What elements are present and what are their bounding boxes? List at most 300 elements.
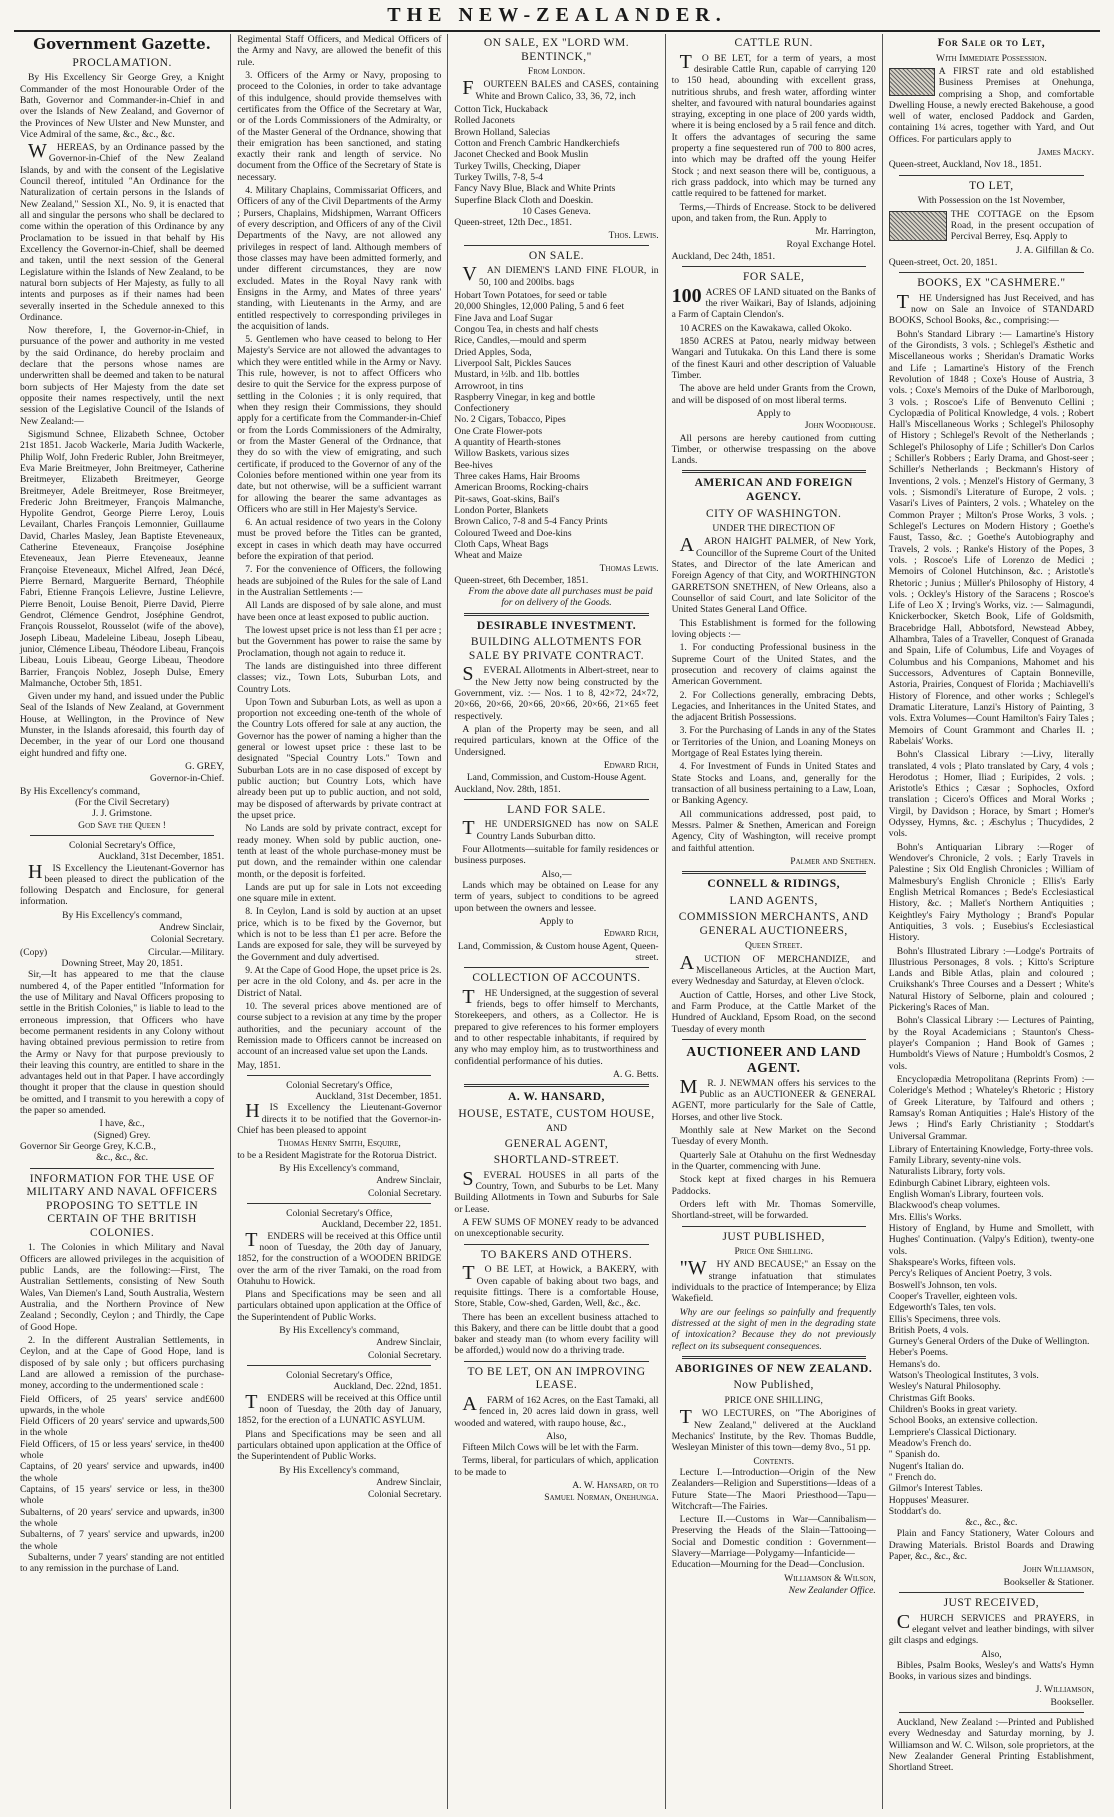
for-sale-body-2: 10 ACRES on the Kawakawa, called Okoko. — [679, 322, 852, 334]
divider — [247, 1203, 431, 1204]
list-item: Hoppuses' Measurer. — [888, 1494, 969, 1506]
to-let-title: TO LET, — [969, 179, 1014, 192]
list-item: Hemans's do. — [888, 1358, 941, 1370]
scale-label: Subalterns, of 7 years' service and upwards, in the whole — [20, 1529, 210, 1552]
investment-body: SEVERAL Allotments in Albert-street, near to the New Jetty now being constructed by the Government, viz. :— Nos. 1 to 8, 42×72, 24×72, 20×66, 20×66, 20×66, 20×66, 20×66, 21×65 feet respectively. — [454, 663, 659, 722]
land-sale-signature-title: Land, Commission, & Custom house Agent, Queen-street. — [457, 940, 659, 963]
investment-signature: Edward Rich, — [603, 759, 659, 771]
to-let-sub: With Possession on the 1st November, — [917, 195, 1066, 207]
connell-line-2: COMMISSION MERCHANTS, AND GENERAL AUCTIONEERS, — [678, 911, 869, 937]
office-date: Auckland, December 22, 1851. — [321, 1219, 442, 1231]
column-3 — [448, 34, 665, 1809]
land-sale-body-2: Four Allotments—suitable for family residences or business purposes. — [454, 844, 659, 867]
on-sale-date: Queen-street, 6th December, 1851. — [454, 574, 589, 586]
info-para-8: 8. In Ceylon, Land is sold by auction at an upset price, which is to be fixed by the Governor, but which is not to be less than £1 per acre. Before the Lands are exposed for sale, they will be surveyed by the Government and duly advertised. — [237, 906, 442, 963]
signature-sinclair: Andrew Sinclair, — [376, 1175, 442, 1187]
investment-body-2: A plan of the Property may be seen, and all required particulars, known at the Office of the Undersigned. — [454, 724, 659, 758]
land-sale-body-3: Lands which may be obtained on Lease for any term of years, subject to conditions to be agreed upon between the owners and lessee. — [454, 880, 659, 914]
land-sale-apply: Apply to — [539, 915, 574, 927]
scale-amount: 300 — [209, 1484, 225, 1495]
office-date: Auckland, 31st December, 1851. — [315, 1091, 442, 1103]
list-item: " Spanish do. — [888, 1449, 940, 1461]
tenders-bridge: TENDERS will be received at this Office until noon of Tuesday, the 20th day of January, 1852, for the construction of a WOODEN BRIDGE over the arm of the river Tamaki, on the road from Otahuhu to Howick. — [237, 1228, 442, 1287]
divider — [682, 470, 866, 473]
cattle-run-date: Auckland, Dec 24th, 1851. — [671, 250, 775, 262]
divider — [899, 1592, 1084, 1593]
scale-row — [20, 1529, 224, 1552]
agency-under: UNDER THE DIRECTION OF — [712, 523, 836, 535]
signature-grey: G. GREY, — [185, 761, 225, 772]
list-item: Cotton Tick, Huckaback — [454, 104, 548, 116]
lease-body-2: Fifteen Milch Cows will be let with the Farm. — [462, 1442, 639, 1454]
books-signature: John Williamson, — [1022, 1564, 1094, 1576]
command-line: (For the Civil Secretary) — [75, 796, 170, 808]
list-item: Liverpool Salt, Pickles Sauces — [454, 357, 572, 369]
aborigines-signature: Williamson & Wilson, — [784, 1572, 876, 1584]
ship-sale-date: Queen-street, 12th Dec., 1851. — [454, 217, 572, 229]
divider — [899, 175, 1084, 176]
list-item: Pit-saws, Goat-skins, Bail's — [454, 493, 560, 505]
proclamation-now-therefore: Now therefore, I, the Governor-in-Chief, in pursuance of the power and authority in me vested by the said Ordinance, do hereby proclaim and declare that the persons whose names are underwritten shall be deemed and taken to be natural born subjects of Her Majesty from the date set opposite their names respectively, until the next session of the Legislative Council of the Islands of New Zealand:— — [20, 325, 225, 427]
info-para-10: 10. The several prices above mentioned are of course subject to a revision at any time by the proper authorities, and the pecuniary account of the Remission made to Officers cannot be increased on account of an increased value set upon the Lands. — [237, 1000, 442, 1058]
tenders-asylum-plans: Plans and Specifications may be seen and all particulars obtained upon application at the Office of the Superintendent of Public Works. — [237, 1428, 442, 1463]
received-body: CHURCH SERVICES and PRAYERS, in elegant velvet and leather bindings, with silver gilt clasps and edgings. — [888, 1610, 1094, 1647]
scale-row — [20, 1416, 224, 1439]
info-para-2: 2. In the different Australian Settlements, in Ceylon, and at the Cape of Good Hope, land is disposed of by sale only ; but officers purchasing Land are allowed a remission of the purchase-money, according to the undermentioned scale : — [20, 1334, 225, 1392]
list-item: History of England, by Hume and Smollett, with Hughes' Continuation. (Valpy's Edition), twenty-one vols. — [888, 1223, 1094, 1257]
list-item: Family Library, seventy-nine vols. — [888, 1155, 1022, 1167]
column-5 — [883, 34, 1100, 1809]
for-sale-apply: Apply to — [756, 407, 791, 419]
connell-line-1: LAND AGENTS, — [729, 894, 818, 907]
on-sale-note: From the above date all purchases must be paid for on delivery of the Goods. — [468, 586, 653, 609]
list-item: Congou Tea, in chests and half chests — [454, 323, 599, 335]
books-classical-2: Bohn's Classical Library :— Lectures of Painting, by the Royal Academicians ; Staunton's Chess-player's Companion ; Hand Book of Games ; Humboldt's Views of Nature ; Humboldt's Cosmos, 2 vols. — [888, 1015, 1094, 1072]
aborigines-signature-2: New Zealander Office. — [788, 1585, 876, 1597]
office-heading: Colonial Secretary's Office, — [286, 1370, 393, 1381]
published-body: "WHY AND BECAUSE;" an Essay on the strange infatuation that stimulates individuals to the practice of Intemperance; by Eliza Wakefield. — [671, 1257, 876, 1305]
info-title: INFORMATION FOR THE USE OF MILITARY AND NAVAL OFFICERS PROPOSING TO SETTLE IN CERTAIN OF THE BRITISH COLONIES. — [26, 1172, 218, 1239]
scale-label: Field Officers, of 15 or less years' service, in the whole — [20, 1438, 210, 1462]
list-item: Library of Entertaining Knowledge, Forty-three vols. — [888, 1143, 1094, 1155]
to-let-date: Queen-street, Oct. 20, 1851. — [888, 256, 998, 268]
hansard-body-2: A FEW SUMS OF MONEY ready to be advanced on unexceptionable security. — [454, 1217, 659, 1240]
list-item: Shakspeare's Works, fifteen vols. — [888, 1256, 1016, 1268]
books-signature-2: Bookseller & Stationer. — [1003, 1576, 1094, 1588]
list-item: Percy's Reliques of Ancient Poetry, 3 vols. — [888, 1268, 1052, 1280]
agency-city: CITY OF WASHINGTON. — [705, 507, 842, 520]
list-item: Dried Apples, Soda, — [454, 346, 532, 358]
info-para-7a: All Lands are disposed of by sale alone, and must have been once at least exposed to public auction. — [237, 600, 442, 623]
divider — [682, 871, 866, 874]
info-para-7: 7. For the convenience of Officers, the following heads are subjoined of the Rules for the sale of Land in the Australian Settlements :— — [237, 564, 442, 598]
scale-row — [20, 1461, 224, 1484]
scale-amount: £600 — [205, 1393, 225, 1405]
list-item: Boswell's Johnson, ten vols. — [888, 1279, 997, 1291]
gazette-heading: Government Gazette. — [33, 35, 211, 53]
list-item: Children's Books in great variety. — [888, 1404, 1017, 1415]
divider — [464, 799, 648, 800]
received-title: JUST RECEIVED, — [943, 1597, 1040, 1609]
lease-also: Also, — [546, 1430, 567, 1442]
for-sale-body-4: The above are held under Grants from the Crown, and will be disposed of on most liberal terms. — [671, 383, 876, 406]
scale-label: Captains, of 20 years' service and upwards, in the whole — [20, 1461, 210, 1484]
signature-sinclair: Andrew Sinclair, — [376, 1337, 442, 1349]
list-item: Bee-hives — [454, 459, 493, 471]
investment-title: DESIRABLE INVESTMENT. — [476, 619, 637, 632]
circular-date: Downing Street, May 20, 1851. — [61, 958, 183, 969]
list-item: Cooper's Traveller, eighteen vols. — [888, 1290, 1018, 1302]
agency-item-4: 4. For Investment of Funds in United States and State Stocks and Loans, and, generally for the transaction of all business pertaining to a Law, Loan, or Banking Agency. — [671, 761, 876, 807]
divider — [899, 272, 1084, 273]
list-item: Brown Holland, Salecias — [454, 126, 551, 138]
circular-closing: I have, &c., — [99, 1118, 145, 1130]
list-item: Coloured Tweed and Doe-kins — [454, 527, 572, 539]
proclamation-names: Sigismund Schnee, Elizabeth Schnee, October 21st 1851. Jacob Wackerle, Maria Judith Wackerle, Philip Wolf, John Frederic Rubler, John Breitmeyer, Eva Marie Breitmeyer, John Breitmeyer, Catherine Breitmeyer, Elizabeth Breitmeyer, George Breitmeyer, Adele Breitmeyer, Rose Breitmeyer, Frederic John Breitmeyer, François Malmanche, Hypolite Gendrot, George Pierre Leroy, Louis Levailant, Charles François Lemonnier, Guillaume David, Charles Masley, Jean Baptiste Eteveneaux, Catherine Eteveneaux, Françoise Joséphine Eteveneaux, Jean Pierre Eteveneaux, Jeanne Françoise Eteveneaux, Michel Alfred, Jean Décé, Pierre Bernard, Marguerite Bernard, Théophile Fabri, Etienne François Lelievre, Justine Lelievre, Pierre Benoit, Louise Benoit, Pierre David, Pierre Gendrot, Clémence Gendrot, Joséphine Gendrot, François Rousselot, Rousselot (wife of the above), Joseph Libeau, Madeleine Libeau, Joseph Libeau, junior, Clémence Libeau, Théodore Libeau, François Libeau, Louis Libeau, George Libeau, Theodore Barrier, François Noblez, Joseph Dulse, Emery Malmanche, October 5th, 1851. — [20, 428, 225, 689]
divider — [464, 1244, 648, 1245]
investment-heading: BUILDING ALLOTMENTS FOR SALE BY PRIVATE CONTRACT. — [468, 636, 645, 662]
agency-signature: Palmer and Snethen. — [790, 855, 876, 867]
books-etc: &c., &c., &c. — [965, 1517, 1018, 1529]
ship-sale-title: ON SALE, EX "LORD WM. BENTINCK," — [483, 37, 630, 63]
for-sale-let-sub: With Immediate Possession. — [936, 52, 1047, 64]
for-sale-body-3: 1850 ACRES at Patou, nearly midway between Wangari and Tutukaka. On this Land there is some of the finest Kauri and other description of Valuable Timber. — [671, 336, 876, 381]
signature-title: Colonial Secretary. — [367, 1489, 442, 1501]
proclamation-intro: By His Excellency Sir George Grey, a Knight Commander of the most Honourable Order of the Bath, Governor and Commander-in-Chief in and over the Islands of New Zealand, and Governor of the Provinces of New Ulster and New Munster, and Vice Admiral of the same, &c., &c., &c. — [20, 72, 225, 140]
auctioneer-body-3: Quarterly Sale at Otahuhu on the first Wednesday in the Quarter, commencing with June. — [671, 1149, 876, 1172]
investment-signature-title: Land, Commission, and Custom-House Agent. — [466, 772, 647, 784]
auctioneer-body-5: Orders left with Mr. Thomas Somerville, Shortland-street, will be forwarded. — [671, 1198, 876, 1222]
received-signature-2: Bookseller. — [1050, 1696, 1094, 1708]
appointee-name: Thomas Henry Smith, Esquire, — [277, 1138, 401, 1150]
info-para-7e: No Lands are sold by private contract, except for ready money. When sold by public auction, one-tenth at least of the whole purchase-money must be put down, and the remainder within one calendar month, or the deposit is forfeited. — [237, 823, 442, 880]
list-item: Willow Baskets, various sizes — [454, 448, 570, 460]
list-item: Jaconet Checked and Book Muslin — [454, 149, 589, 161]
lease-signature-2: Samuel Norman, Onehunga. — [544, 1492, 659, 1504]
office-heading: Colonial Secretary's Office, — [286, 1079, 393, 1091]
for-sale-body — [671, 284, 876, 321]
divider — [30, 835, 214, 836]
list-item: Hobart Town Potatoes, for seed or table — [454, 290, 607, 301]
list-item: Raspberry Vinegar, in keg and bottle — [454, 391, 595, 403]
column-1 — [14, 34, 231, 1809]
list-item: Confectionery — [454, 403, 510, 415]
investment-date: Auckland, Nov. 28th, 1851. — [454, 783, 561, 795]
list-item: Lempriere's Classical Dictionary. — [888, 1426, 1017, 1438]
office-heading: Colonial Secretary's Office, — [286, 1207, 393, 1219]
aborigines-lecture-2: Lecture II.—Customs in War—Cannibalism—Preserving the Heads of the Slain—Tattooing—Social and Domestic condition : Government—Slavery—Marriage—Polygamy—Infanticide—Education—Mourning for the Dead—Conclusion. — [671, 1514, 876, 1571]
published-quote: Why are our feelings so painfully and frequently distressed at the sight of men in the degrading state of intoxication? Because they do not previously reflect on its subsequent consequences. — [671, 1306, 876, 1352]
list-item: School Books, an extensive collection. — [888, 1415, 1038, 1427]
list-item: Edinburgh Cabinet Library, eighteen vols. — [888, 1177, 1050, 1189]
on-sale-title: ON SALE. — [528, 249, 585, 262]
divider — [464, 245, 648, 246]
info-date: May, 1851. — [237, 1059, 281, 1071]
signature-sinclair: Andrew Sinclair, — [159, 922, 225, 934]
for-sale-let-date: Queen-street, Auckland, Nov 18., 1851. — [888, 159, 1042, 171]
list-item: Three cakes Hams, Hair Brooms — [454, 471, 580, 482]
scale-row — [20, 1394, 224, 1417]
signature-sinclair: Andrew Sinclair, — [376, 1476, 442, 1488]
list-item: Cotton and French Cambric Handkerchiefs — [454, 138, 620, 149]
divider — [247, 1075, 431, 1076]
aborigines-body: TWO LECTURES, on "The Aborigines of New Zealand," delivered at the Auckland Mechanics' Institute, by the Rev. Thomas Buddle, Wesleyan Minister of this town—demy 8vo., 51 pp. — [671, 1406, 876, 1454]
office-date: Auckland, Dec. 22nd, 1851. — [333, 1381, 442, 1393]
cattle-run-title: CATTLE RUN. — [734, 37, 813, 49]
collection-title: COLLECTION OF ACCOUNTS. — [472, 972, 641, 985]
lease-body: AFARM of 162 Acres, on the East Tamaki, all fenced in, 20 acres laid down in grass, well wooded and watered, with raupo house, &c., — [454, 1392, 659, 1429]
scale-row — [20, 1484, 224, 1507]
info-para-4: 4. Military Chaplains, Commissariat Officers, and Officers of any of the Civil Departments of the Army ; Pursers, Chaplains, Midshipmen, Warrant Officers of every description, and Officers of any of the Civil Departments of the Navy, are not allowed any privileges in respect of land. Although members of those classes may have been admitted formerly, and under different circumstances, they are now excluded. Mates in the Royal Navy rank with Ensigns in the Army, and Mates of three years' standing, with Lieutenants in the Army, and are entitled respectively to corresponding privileges in the acquisition of lands. — [237, 185, 442, 332]
info-para-9: 9. At the Cape of Good Hope, the upset price is 2s. per acre in the old Colony, and 4s. per acre in the District of Natal. — [237, 965, 442, 999]
remission-scale — [20, 1394, 224, 1552]
scale-amount: 500 — [209, 1416, 225, 1428]
to-let-body: THE COTTAGE on the Epsom Road, in the present occupation of Percival Berrey, Esq. Apply to — [950, 208, 1094, 243]
connell-line-3: Queen Street. — [744, 940, 803, 952]
info-para-7f: Lands are put up for sale in Lots not exceeding one square mile in extent. — [237, 881, 442, 905]
list-item: Christmas Gift Books. — [888, 1392, 975, 1404]
scale-label: Field Officers, of 25 years' service and upwards, in the whole — [20, 1393, 205, 1416]
scale-label: Subalterns, of 20 years' service and upwards, in the whole — [20, 1506, 210, 1529]
aborigines-lecture-1: Lecture I.—Introduction—Origin of the New Zealanders—Religion and Superstitions—Ideas of a Future State—The Maori Priesthood—Tapu—Witchcraft—The Fairies. — [671, 1466, 876, 1512]
list-item: Wesley's Natural Philosophy. — [888, 1381, 1001, 1393]
info-para-3: 3. Officers of the Army or Navy, proposing to proceed to the Colonies, in order to take advantage of this indulgence, should provide themselves with certificates from the Office of the Secretary at War, or of the Lords Commissioners of the Admiralty, or of the Master General of the Ordnance, showing that their emigration has been sanctioned, and stating exactly their rank and length of service. No document from the Office of the Secretary of State is necessary. — [237, 69, 442, 183]
lease-signature: A. W. Hansard, or to — [572, 1480, 659, 1492]
info-para-6: 6. An actual residence of two years in the Colony must be proved before the Titles can be granted, except in cases in which death may have occurred before the expiration of that period. — [237, 517, 442, 563]
divider — [464, 613, 648, 616]
copy-label: (Copy) — [20, 946, 48, 958]
published-price: Price One Shilling. — [734, 1246, 813, 1258]
office-date: Auckland, 31st December, 1851. — [98, 851, 225, 863]
premises-illustration — [889, 68, 935, 96]
list-item: No. 2 Cigars, Tobacco, Pipes — [454, 414, 566, 426]
books-misc: Encyclopædia Metropolitana (Reprints From) :—Coleridge's Method ; Whateley's Rhetoric ; History of Greek Literature, by Talfourd and others ; Ramsay's Roman Antiquities ; Hale's History of the Jews ; Hind's Early Christianity ; Stoddart's Universal Grammar. — [888, 1073, 1094, 1142]
land-sale-title: LAND FOR SALE. — [507, 803, 606, 816]
connell-body: AUCTION OF MERCHANDIZE, and Miscellaneous Articles, at the Auction Mart, every Wednesday and Saturday, at Eleven o'clock. — [671, 951, 876, 988]
divider — [464, 967, 648, 968]
list-item: Fine Java and Loaf Sugar — [454, 312, 553, 324]
god-save-queen: God Save the Queen ! — [78, 819, 167, 831]
published-title: JUST PUBLISHED, — [722, 1230, 825, 1243]
books-antiquarian: Bohn's Antiquarian Library :—Roger of Wendover's Chronicle, 2 vols. ; Early Travels in Palestine ; Six Old English Chronicles ; William of Malmesbury's English Chronicle ; Ellis's Early English Metrical Romances ; Bede's Ecclesiastical History, &c. ; Mallet's Northern Antiquities ; Keightley's Fairy Mythology ; Brand's Popular Antiquities, 3 vols. ; Eusebius's Ecclesiastical History. — [888, 841, 1094, 944]
signature-title: Colonial Secretary. — [367, 1187, 442, 1199]
signature-title: Colonial Secretary. — [367, 1349, 442, 1361]
cattle-run-body: TO BE LET, for a term of years, a most desirable Cattle Run, capable of carrying 120 to 150 head, abounding with excellent grass, nutritious shrubs, and fresh water, affording winter shelter, and favoured with natural boundaries against straying, excepting in one place of 200 yards width, where it is being enclosed by a 5 rail fence and ditch. It offers the advantages of securing the same property a fine sequestered run of 700 to 800 acres, into which may be drafted off the young Heifer Stock ; and next season there will be, contiguous, a rich grass paddock, into which may be turned any cattle required to be fattened for market. — [671, 50, 876, 200]
list-item: Mrs. Ellis's Works. — [888, 1211, 962, 1223]
circular-header — [20, 947, 224, 958]
signature-title: Colonial Secretary. — [150, 934, 225, 946]
ship-sale-geneva: 10 Cases Geneva. — [522, 205, 591, 217]
list-item: Gurney's General Orders of the Duke of Wellington. — [888, 1336, 1090, 1348]
scale-amount: 400 — [209, 1461, 225, 1473]
auctioneer-body-2: Monthly sale at New Market on the Second Tuesday of every Month. — [671, 1125, 876, 1148]
list-item: Turkey Twills, Checking, Diaper — [454, 160, 581, 172]
list-item: 20,000 Shingles, 12,000 Paling, 5 and 6 feet — [454, 301, 625, 313]
ship-sale-sub: From London. — [527, 66, 586, 78]
info-continued: Regimental Staff Officers, and Medical Officers of the Army and Navy, are allowed the benefit of this rule. — [237, 34, 442, 68]
books-intro: THE Undersigned has Just Received, and has now on Sale an Invoice of STANDARD BOOKS, School Books, &c., comprising:— — [888, 290, 1094, 327]
divider — [682, 1226, 866, 1227]
column-2 — [231, 34, 448, 1809]
books-illustrated: Bohn's Illustrated Library :—Lodge's Portraits of Illustrious Personages, 8 vols. ; Kitto's Scripture Lands and Bible Atlas, plain and coloured ; Cruikshank's Three Courses and a Dessert ; White's Natural History of Selborne, plain and coloured ; Pickering's Races of Man. — [888, 945, 1094, 1014]
cattle-run-signature: Mr. Harrington, — [815, 226, 876, 238]
agency-item-1: 1. For conducting Professional business in the Supreme Court of the United States, and the prosecution and recovery of claims against the American Government. — [671, 642, 876, 688]
received-also: Also, — [981, 1648, 1002, 1660]
list-item: Meadow's French do. — [888, 1437, 972, 1449]
connell-title: CONNELL & RIDINGS, — [707, 878, 841, 891]
scale-row — [20, 1439, 224, 1462]
for-sale-signature: John Woodhouse. — [804, 420, 876, 432]
list-item: " French do. — [888, 1471, 937, 1483]
command-line: By His Excellency's command, — [279, 1325, 400, 1337]
list-item: Rice, Candles,—mould and sperm — [454, 335, 587, 347]
land-sale-body: THE UNDERSIGNED has now on SALE Country Lands Suburban ditto. — [462, 817, 659, 842]
books-list — [889, 1144, 1094, 1517]
circular-label: Circular.—Military. — [148, 946, 225, 958]
for-sale-acres: 100 — [671, 284, 702, 307]
list-item: Rolled Jaconets — [454, 115, 515, 127]
list-item: Wheat and Maize — [454, 550, 523, 562]
scale-amount: 300 — [209, 1506, 225, 1518]
scale-amount: 400 — [209, 1438, 225, 1450]
list-item: Arrowroot, in tins — [454, 380, 524, 392]
agency-item-5: All communications addressed, post paid, to Messrs. Palmer & Snethen, American and Foreign Agency, City of Washington, will receive prompt and faithful attention. — [671, 808, 876, 854]
list-item: Watson's Theological Institutes, 3 vols. — [888, 1370, 1039, 1382]
command-line: J. J. Grimstone. — [92, 808, 153, 820]
columns — [14, 34, 1100, 1809]
list-item: Turkey Twills, 7-8, 5-4 — [454, 171, 544, 183]
proclamation-whereas: WHEREAS, by an Ordinance passed by the Governor-in-Chief of the New Zealand Islands, by and with the consent of the Legislative Council thereof, intituled "An Ordinance for the Naturalization of certain persons in the Islands of New Zealand," Session XI., No. 9, it is enacted that all and singular the persons who shall be declared to come within the operation of this Ordinance by any Proclamation to be issued in that behalf by His Excellency the Governor-in-Chief, shall be deemed and taken, until the next session of the General Legislature within the Islands of New Zealand, to be natural born subjects of Her Majesty, as fully to all intents and purposes as if their names had been severally inserted in the Schedule annexed to this Ordinance. — [20, 140, 225, 323]
info-para-7b: The lowest upset price is not less than £1 per acre ; but the Government has power to raise the same by Proclamation, though not again to reduce it. — [237, 624, 442, 659]
divider — [464, 1084, 648, 1087]
list-item: British Poets, 4 vols. — [888, 1324, 969, 1336]
list-item: Naturalists Library, forty vols. — [888, 1166, 1006, 1178]
list-item: Superfine Black Cloth and Doeskin. — [454, 194, 594, 206]
proclamation-title: PROCLAMATION. — [72, 56, 172, 69]
list-item: Gilmor's Interest Tables. — [888, 1483, 983, 1495]
command-line: By His Excellency's command, — [62, 909, 183, 921]
auctioneer-title: AUCTIONEER AND LAND AGENT. — [686, 1043, 861, 1075]
received-body-2: Bibles, Psalm Books, Wesley's and Watts's Hymn Books, in various sizes and bindings. — [888, 1659, 1094, 1683]
list-item: Heber's Poems. — [888, 1347, 949, 1359]
books-title: BOOKS, EX "CASHMERE." — [917, 277, 1066, 290]
column-4 — [666, 34, 883, 1809]
aborigines-title: ABORIGINES OF NEW ZEALAND. — [675, 1362, 873, 1375]
received-signature: J. Williamson, — [1035, 1684, 1094, 1696]
collection-body: THE Undersigned, at the suggestion of several friends, begs to offer himself to Merchants, Storekeepers, and others, as a Collector. He is prepared to give references to his former employers and to other respectable inhabitants, if required by any who may employ him, as to trustworthiness and confidential performance of his duties. — [454, 985, 659, 1067]
divider — [899, 1712, 1084, 1713]
books-standard: Bohn's Standard Library :— Lamartine's History of the Girondists, 3 vols. ; Schlegel's Æsthetic and Miscellaneous works ; Sheridan's Dramatic Works and Life ; Lamartine's History of the French Revolution of 1848 ; Coxe's House of Austria, 3 vols. ; Coxe's Memoirs of the Duke of Marlborough, 3 vols. ; Roscoe's Life of Benvenuto Cellini ; Cyclopædia of Political Knowledge, 4 vols. ; Robert Hall's Miscellaneous Works ; Schlegel's Philosophy of History ; Schlegel's Revolt of the Netherlands ; Schlegel's Philosophy of Life ; Schiller's Don Carlos ; Schiller's Robbers ; Early Drama, and Ghost-seer ; Schiller's Netherlands ; Beckmann's History of Inventions, 2 vols. ; Menzel's History of Germany, 3 vols. ; Sismondi's Literature of Europe, 2 vols. ; Vasari's Lives of Painters, 2 vols. ; Whateley on the Common Prayer ; Milton's Prose Works, 3 vols. ; Schlegel's Lectures on Modern History ; Goethe's Faust, Tasso, &c. ; Goethe's Autobiography and Travels, 2 vols. ; Ranke's History of the Popes, 3 vols. ; Roscoe's Life of Lorenzo de Medici ; Memoirs of Colonel Hutchinson, &c. ; Aristotle's Rhetoric ; Junius ; Müller's Philosophy of History, 4 vols. ; Ockley's History of the Saracens ; Roscoe's Life of Leo X ; Irving's Works, viz. :— Salmagundi, Knickerbocker, Sketch Book, Life of Goldsmith, Bracebridge Hall, Abbotsford, Newstead Abbey, Alhambra, Tales of a Traveller, Conquest of Granada and Spain, Life of Columbus, Life and Voyages of Columbus and his Companions, Mahomet and his Successors, Adventures of Captain Bonneville, Astoria, Prairies, Conquest of Florida ; Machiavelli's History of Florence, and other works ; Schlegel's Dramatic Literature, Lanzi's History of Painting, 3 vols. Extra Volumes—Count Hamilton's Fairy Tales ; Memoirs of Count Grammont and Charles II. ; Rabelais' Works. — [888, 328, 1094, 747]
auctioneer-body-4: Stock kept at fixed charges in his Remuera Paddocks. — [671, 1174, 876, 1197]
agency-title: AMERICAN AND FOREIGN AGENCY. — [694, 477, 853, 503]
connell-body-2: Auction of Cattle, Horses, and other Live Stock, and Farm Produce, at the Cattle Market of the Hundred of Auckland, Epsom Road, on the second Tuesday of every month — [671, 989, 876, 1035]
agency-body: AARON HAIGHT PALMER, of New York, Councillor of the Supreme Court of the United States, and Director of the late American and Foreign Agency of that City, and WORTHINGTON GARRETSON SNETHEN, of New Orleans, also a Counsellor of said Court, and late Solicitor of the United States General Land Office. — [671, 534, 876, 616]
hansard-line-3: SHORTLAND-STREET. — [493, 1154, 620, 1167]
list-item: A quantity of Hearth-stones — [454, 437, 561, 449]
agency-item-3: 3. For the Purchasing of Lands in any of the States or Territories of the Union, and Loaning Moneys on Mortgage of Real Estates lying therein. — [671, 725, 876, 760]
tenders-asylum: TENDERS will be received at this Office until noon of Tuesday, the 20th day of January, 1852, for the erection of a LUNATIC ASYLUM. — [237, 1390, 442, 1427]
info-tail: Subalterns, under 7 years' standing are not entitled to any remission in the purchase of Land. — [20, 1551, 225, 1575]
books-stationery: Plain and Fancy Stationery, Water Colours and Drawing Materials. Bristol Boards and Drawing Paper, &c., &c., &c. — [888, 1528, 1094, 1563]
cottage-illustration — [889, 211, 947, 241]
ship-sale-signature: Thos. Lewis. — [608, 229, 659, 241]
list-item: Stoddart's do. — [888, 1505, 942, 1517]
on-sale-items — [454, 290, 658, 562]
ship-sale-items — [454, 104, 658, 206]
divider — [247, 1365, 431, 1366]
divider — [682, 1039, 866, 1040]
list-item: Ellis's Specimens, three vols. — [888, 1313, 1001, 1325]
imprint: Auckland, New Zealand :—Printed and Published every Wednesday and Saturday morning, by J. Williamson and W. C. Wilson, sole proprietors, at the New Zealander General Printing Establishment, Shortland Street. — [888, 1717, 1094, 1774]
list-item: Edgeworth's Tales, ten vols. — [888, 1302, 996, 1314]
tenders-bridge-plans: Plans and Specifications may be seen and all particulars obtained upon application at the Office of the Superintendent of Public Works. — [237, 1289, 442, 1323]
ship-sale-intro: FOURTEEN BALES and CASES, containing White and Brown Calico, 33, 36, 72, inch — [462, 77, 659, 102]
aborigines-now: Now Published, — [733, 1379, 814, 1392]
agency-item-2: 2. For Collections generally, embracing Debts, Legacies, and Inheritances in the United States, and the adjacent British Possessions. — [671, 689, 876, 724]
list-item: London Porter, Blankets — [454, 504, 549, 516]
scale-label: Captains, of 15 years' service or less, in the whole — [20, 1484, 210, 1507]
land-sale-also: Also,— — [541, 868, 572, 880]
bakers-title: TO BAKERS AND OTHERS. — [480, 1248, 633, 1261]
divider — [464, 1361, 648, 1362]
hansard-line-2: GENERAL AGENT, — [504, 1137, 609, 1150]
hansard-body: SEVERAL HOUSES in all parts of the Country, Town, and Suburbs to be Let. Many Building Allotments in Town and Suburbs for Sale or Lease. — [454, 1167, 659, 1215]
info-para-1: 1. The Colonies in which Military and Naval Officers are allowed privileges in the acquisition of public Lands, are the following:—First, The Australian Settlements, consisting of New South Wales, Van Diemen's Land, South Australia, Western Australia, and the Northern Province of New Zealand ; Secondly, Ceylon ; and Thirdly, the Cape of Good Hope. — [20, 1242, 225, 1333]
lease-body-3: Terms, liberal, for particulars of which, application to be made to — [454, 1455, 659, 1478]
list-item: Brown Calico, 7-8 and 5-4 Fancy Prints — [454, 516, 608, 528]
to-let-signature: J. A. Gilfillan & Co. — [1015, 244, 1094, 256]
divider — [30, 1168, 214, 1169]
proclamation-given: Given under my hand, and issued under the Public Seal of the Islands of New Zealand, at Government House, at Wellington, in the Province of New Munster, in the Islands aforesaid, this fourth day of December, in the year of our Lord one thousand eight hundred and fifty one. — [20, 691, 225, 759]
scale-amount: 200 — [209, 1529, 225, 1541]
command-line: By His Excellency's command, — [20, 785, 141, 797]
masthead-title: THE NEW-ZEALANDER. — [387, 3, 727, 26]
list-item: One Crate Flower-pots — [454, 425, 543, 437]
list-item: Cloth Caps, Wheat Bags — [454, 538, 549, 550]
agency-establishment: This Establishment is formed for the following loving objects :— — [671, 617, 876, 640]
scale-label: Field Officers of 20 years' service and upwards, in the whole — [20, 1416, 210, 1439]
info-para-5: 5. Gentlemen who have ceased to belong to Her Majesty's Service are not allowed the advantages to which they were entitled while in the Army or Navy. This rule, however, is not to affect Officers who desire to quit the Service for the express purpose of settling in the Colonies ; it is only required, that when they resign their Commissions, they should apply for a certificate from the Commander-in-Chief or from the Lords Commissioners of the Admiralty, or from the Master General of the Ordnance, that they do so with the view of emigrating, and such certificate, if produced to the Governor of any of the Colonies before mentioned within one year from its date, but not otherwise, will be a sufficient warrant for allowing the bearer the same advantages as Officers who are still in Her Majesty's Service. — [237, 334, 442, 515]
collection-signature: A. G. Betts. — [613, 1068, 659, 1080]
bakers-body: TO BE LET, at Howick, a BAKERY, with Oven capable of baking about two bags, and requisite fittings. There is a comfortable House, Store, Stable, Cow-shed, Garden, Well, &c., &c. — [454, 1262, 659, 1310]
bakers-body-2: There has been an excellent business attached to this Bakery, and there can be little doubt that a good baker and steady man (to whom every facility will be afforded,) would now do a thriving trade. — [454, 1311, 659, 1357]
scale-row — [20, 1507, 224, 1530]
list-item: American Brooms, Rocking-chairs — [454, 482, 589, 494]
hansard-and: AND — [546, 1123, 567, 1135]
cattle-run-signature-2: Royal Exchange Hotel. — [786, 238, 876, 250]
circular-signed: (Signed) Grey. — [93, 1129, 151, 1141]
list-item: English Woman's Library, fourteen vols. — [888, 1189, 1044, 1201]
lease-title: TO BE LET, ON AN IMPROVING LEASE. — [467, 1365, 646, 1392]
hansard-name: A. W. HANSARD, — [508, 1091, 605, 1104]
aborigines-contents: Contents. — [753, 1455, 795, 1467]
for-sale-warning: All persons are hereby cautioned from cutting Timber, or otherwise trespassing on the above Lands. — [671, 432, 876, 467]
list-item: Fancy Navy Blue, Black and White Prints — [454, 183, 616, 195]
cattle-run-terms: Terms,—Thirds of Encrease. Stock to be delivered upon, and taken from, the Run. Apply to — [671, 201, 876, 224]
circular-body: Sir,—It has appeared to me that the clause numbered 4, of the Paper entitled "Information for the use of Military and Naval Officers proposing to settle in the British Colonies," is liable to lead to the erroneous impression, that Officers who have become permanent residents in any Colony without having obtained previous permission to retire from the Army or Navy for that purpose previously to their leaving this country, are entitled to share in the advantages held out in that Paper. I have accordingly thought it proper that the clause in question should be omitted, and I transmit to you herewith a copy of the paper so amended. — [20, 969, 225, 1117]
list-item: Blackwood's cheap volumes. — [888, 1200, 1001, 1212]
info-para-7d: Upon Town and Suburban Lots, as well as upon a proportion not exceeding one-tenth of the whole of the Country Lots offered for sale at any auction, the Governor has the power of naming a higher than the general or lowest upset price : these last to be designated "Special Country Lots." Town and Suburban Lots are in no case disposed of except by public auction; but Country Lots, which have already been put up to public auction, and not sold, may be disposed of afterwards by private contract at the upset price. — [237, 696, 442, 821]
land-sale-signature: Edward Rich, — [603, 928, 659, 940]
despatch-notice: HIS Excellency the Lieutenant-Governor has been pleased to direct the publication of the following Despatch and Enclosure, for general information. — [20, 860, 225, 908]
hansard-line-1: HOUSE, ESTATE, CUSTOM HOUSE, — [458, 1107, 655, 1120]
for-sale-title: FOR SALE, — [743, 271, 805, 284]
divider — [682, 266, 866, 267]
on-sale-intro: VAN DIEMEN'S LAND FINE FLOUR, in 50, 100 and 200lbs. bags — [462, 263, 659, 288]
list-item: Mustard, in ½lb. and 1lb. bottles — [454, 369, 580, 381]
command-line: By His Excellency's command, — [279, 1163, 400, 1174]
auctioneer-body: MR. J. NEWMAN offers his services to the Public as an AUCTIONEER & GENERAL AGENT, more particularly for the Sale of Cattle, Horses, and other live Stock. — [671, 1075, 876, 1123]
